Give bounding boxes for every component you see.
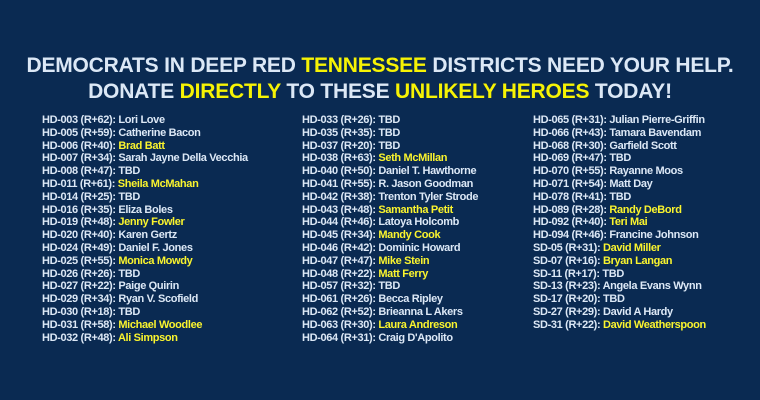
list-item	[42, 216, 302, 229]
candidate-name: TBD	[378, 139, 400, 152]
candidate-name: TBD	[118, 305, 140, 318]
list-item	[302, 293, 533, 306]
candidate-name: TBD	[378, 280, 400, 293]
list-item	[302, 191, 533, 204]
district-label: HD-003 (R+62):	[42, 114, 119, 126]
candidate-name: Matt Day	[609, 177, 653, 190]
district-label: HD-064 (R+31):	[302, 331, 379, 344]
district-label: SD-17 (R+20):	[533, 293, 603, 306]
list-item	[42, 293, 302, 306]
list-item	[533, 114, 760, 127]
candidate-name: Monica Mowdy	[118, 254, 193, 267]
list-item	[533, 255, 760, 268]
headline-text: TO THESE	[280, 80, 396, 103]
district-label: HD-044 (R+46):	[302, 216, 379, 229]
district-label: SD-05 (R+31):	[533, 241, 603, 254]
district-label: HD-063 (R+30):	[302, 318, 379, 331]
column-2	[302, 114, 533, 344]
headline-text: DISTRICTS NEED YOUR HELP.	[426, 54, 734, 77]
list-item	[302, 216, 533, 229]
district-label: SD-11 (R+17):	[533, 267, 603, 280]
list-item	[302, 178, 533, 191]
headline-highlight-text: UNLIKELY HEROES	[395, 80, 590, 103]
district-label: HD-020 (R+40):	[42, 229, 119, 242]
candidate-name: Sarah Jayne Della Vecchia	[118, 152, 248, 165]
district-label: HD-011 (R+61):	[42, 177, 118, 190]
candidate-name: Dominic Howard	[378, 241, 461, 254]
district-label: HD-019 (R+48):	[42, 216, 119, 229]
list-item	[302, 127, 533, 140]
headline-text: TODAY!	[589, 80, 672, 103]
list-item	[42, 152, 302, 165]
list-item	[42, 178, 302, 191]
candidate-name: David Miller	[602, 241, 661, 254]
candidate-name: Francine Johnson	[609, 229, 699, 242]
list-item	[533, 165, 760, 178]
candidate-name: Paige Quirin	[118, 280, 179, 293]
column-1	[42, 114, 302, 344]
list-item	[302, 204, 533, 217]
district-label: HD-047 (R+47):	[302, 254, 379, 267]
district-label: HD-061 (R+26):	[302, 293, 379, 306]
district-label: HD-069 (R+47):	[533, 152, 610, 165]
list-item	[302, 332, 533, 345]
district-label: HD-046 (R+42):	[302, 241, 379, 254]
candidate-name: TBD	[609, 152, 631, 165]
district-label: HD-042 (R+38):	[302, 190, 379, 203]
district-label: HD-006 (R+40):	[42, 139, 119, 152]
district-label: HD-032 (R+48):	[42, 331, 118, 344]
district-label: HD-057 (R+32):	[302, 280, 379, 293]
district-label: SD-27 (R+29):	[533, 305, 603, 318]
district-label: SD-31 (R+22):	[533, 318, 603, 331]
candidate-name: Garfield Scott	[609, 139, 677, 152]
candidate-name: Seth McMillan	[378, 152, 448, 165]
district-label: HD-007 (R+34):	[42, 152, 119, 165]
district-label: HD-016 (R+35):	[42, 203, 119, 216]
headline-line-1	[0, 53, 760, 79]
list-item	[42, 255, 302, 268]
district-label: HD-027 (R+22):	[42, 280, 119, 293]
list-item	[42, 140, 302, 153]
district-label: HD-092 (R+40):	[533, 216, 610, 229]
district-label: HD-026 (R+26):	[42, 267, 119, 280]
headline-text: DEMOCRATS IN DEEP RED	[26, 54, 302, 77]
headline-highlight-text: DIRECTLY	[179, 80, 281, 103]
candidate-name: Randy DeBord	[609, 203, 682, 216]
district-label: HD-040 (R+50):	[302, 165, 379, 178]
list-item	[302, 114, 533, 127]
district-label: HD-031 (R+58):	[42, 318, 119, 331]
candidate-name: Eliza Boles	[118, 203, 173, 216]
list-item	[533, 140, 760, 153]
district-label: HD-094 (R+46):	[533, 229, 610, 242]
district-label: HD-048 (R+22):	[302, 267, 379, 280]
district-label: HD-030 (R+18):	[42, 305, 119, 318]
candidate-name: Daniel T. Hawthorne	[378, 165, 477, 178]
candidate-name: Mike Stein	[378, 254, 430, 267]
candidate-name: Ali Simpson	[117, 331, 178, 344]
list-item	[42, 268, 302, 281]
candidate-name: Ryan V. Scofield	[118, 293, 198, 306]
candidate-name: TBD	[609, 190, 631, 203]
headline	[0, 53, 760, 105]
candidate-name: Brieanna L Akers	[378, 305, 463, 318]
candidate-name: Jenny Fowler	[118, 216, 185, 229]
candidate-name: Tamara Bavendam	[609, 126, 702, 139]
candidate-name: Catherine Bacon	[118, 126, 201, 139]
district-label: HD-029 (R+34):	[42, 293, 119, 306]
candidate-name: Teri Mai	[609, 216, 648, 229]
district-label: HD-014 (R+25):	[42, 190, 119, 203]
candidate-name: Trenton Tyler Strode	[378, 190, 479, 203]
candidate-name: TBD	[378, 126, 400, 139]
candidate-name: TBD	[378, 114, 400, 126]
district-label: HD-037 (R+20):	[302, 139, 379, 152]
list-item	[42, 204, 302, 217]
candidate-name: Craig D'Apolito	[378, 331, 453, 344]
list-item	[533, 229, 760, 242]
district-label: HD-078 (R+41):	[533, 190, 610, 203]
candidate-name: Bryan Langan	[602, 254, 673, 267]
list-item	[302, 242, 533, 255]
headline-highlight-text: TENNESSEE	[301, 54, 427, 77]
list-item	[42, 229, 302, 242]
candidate-name: Daniel F. Jones	[118, 241, 193, 254]
candidate-name: Karen Gertz	[118, 229, 177, 242]
candidate-name: Rayanne Moos	[609, 165, 683, 178]
list-item	[302, 255, 533, 268]
list-item	[302, 229, 533, 242]
district-label: HD-089 (R+28):	[533, 203, 610, 216]
candidate-name: Julian Pierre-Griffin	[609, 114, 705, 126]
list-item	[533, 268, 760, 281]
district-label: HD-065 (R+31):	[533, 114, 610, 126]
headline-line-2	[0, 79, 760, 105]
district-label: HD-035 (R+35):	[302, 126, 379, 139]
list-item	[302, 152, 533, 165]
list-item	[533, 319, 760, 332]
candidate-name: Latoya Holcomb	[378, 216, 460, 229]
list-item	[533, 280, 760, 293]
list-item	[42, 127, 302, 140]
candidate-name: R. Jason Goodman	[378, 177, 473, 190]
candidate-name: Sheila McMahan	[117, 177, 199, 190]
list-item	[533, 127, 760, 140]
district-label: HD-070 (R+55):	[533, 165, 610, 178]
list-item	[42, 280, 302, 293]
district-label: HD-066 (R+43):	[533, 126, 610, 139]
candidate-name: Lori Love	[118, 114, 165, 126]
candidate-name: Michael Woodlee	[118, 318, 203, 331]
list-item	[42, 306, 302, 319]
list-item	[42, 191, 302, 204]
candidate-name: David A Hardy	[602, 305, 673, 318]
candidate-name: Laura Andreson	[378, 318, 458, 331]
list-item	[533, 242, 760, 255]
candidate-name: Brad Batt	[118, 139, 165, 152]
candidate-name: TBD	[118, 190, 140, 203]
district-label: HD-024 (R+49):	[42, 241, 119, 254]
district-label: HD-071 (R+54):	[533, 177, 610, 190]
list-item	[42, 319, 302, 332]
candidate-name: Becca Ripley	[378, 293, 443, 306]
list-item	[533, 293, 760, 306]
candidate-name: TBD	[118, 267, 140, 280]
candidate-name: Samantha Petit	[378, 203, 453, 216]
candidate-name: TBD	[602, 293, 625, 306]
list-item	[302, 306, 533, 319]
list-item	[42, 165, 302, 178]
list-item	[302, 268, 533, 281]
district-label: SD-13 (R+23):	[533, 280, 603, 293]
district-label: SD-07 (R+16):	[533, 254, 603, 267]
list-item	[42, 332, 302, 345]
district-label: HD-043 (R+48):	[302, 203, 379, 216]
candidate-name: Angela Evans Wynn	[602, 280, 702, 293]
list-item	[533, 204, 760, 217]
district-label: HD-062 (R+52):	[302, 305, 379, 318]
district-label: HD-005 (R+59):	[42, 126, 119, 139]
list-item	[42, 114, 302, 127]
district-label: HD-041 (R+55):	[302, 177, 379, 190]
candidate-name: Mandy Cook	[378, 229, 441, 242]
list-item	[42, 242, 302, 255]
candidate-name: TBD	[602, 267, 624, 280]
candidate-lists	[42, 114, 760, 344]
district-label: HD-025 (R+55):	[42, 254, 119, 267]
candidate-name: TBD	[118, 165, 140, 178]
list-item	[533, 306, 760, 319]
column-3	[533, 114, 760, 344]
list-item	[533, 178, 760, 191]
list-item	[302, 165, 533, 178]
headline-text: DONATE	[88, 80, 180, 103]
district-label: HD-045 (R+34):	[302, 229, 379, 242]
list-item	[533, 152, 760, 165]
list-item	[302, 140, 533, 153]
list-item	[302, 280, 533, 293]
district-label: HD-068 (R+30):	[533, 139, 610, 152]
list-item	[302, 319, 533, 332]
candidate-name: Matt Ferry	[378, 267, 429, 280]
list-item	[533, 216, 760, 229]
candidate-name: David Weatherspoon	[602, 318, 706, 331]
district-label: HD-038 (R+63):	[302, 152, 379, 165]
list-item	[533, 191, 760, 204]
district-label: HD-008 (R+47):	[42, 165, 119, 178]
district-label: HD-033 (R+26):	[302, 114, 379, 126]
